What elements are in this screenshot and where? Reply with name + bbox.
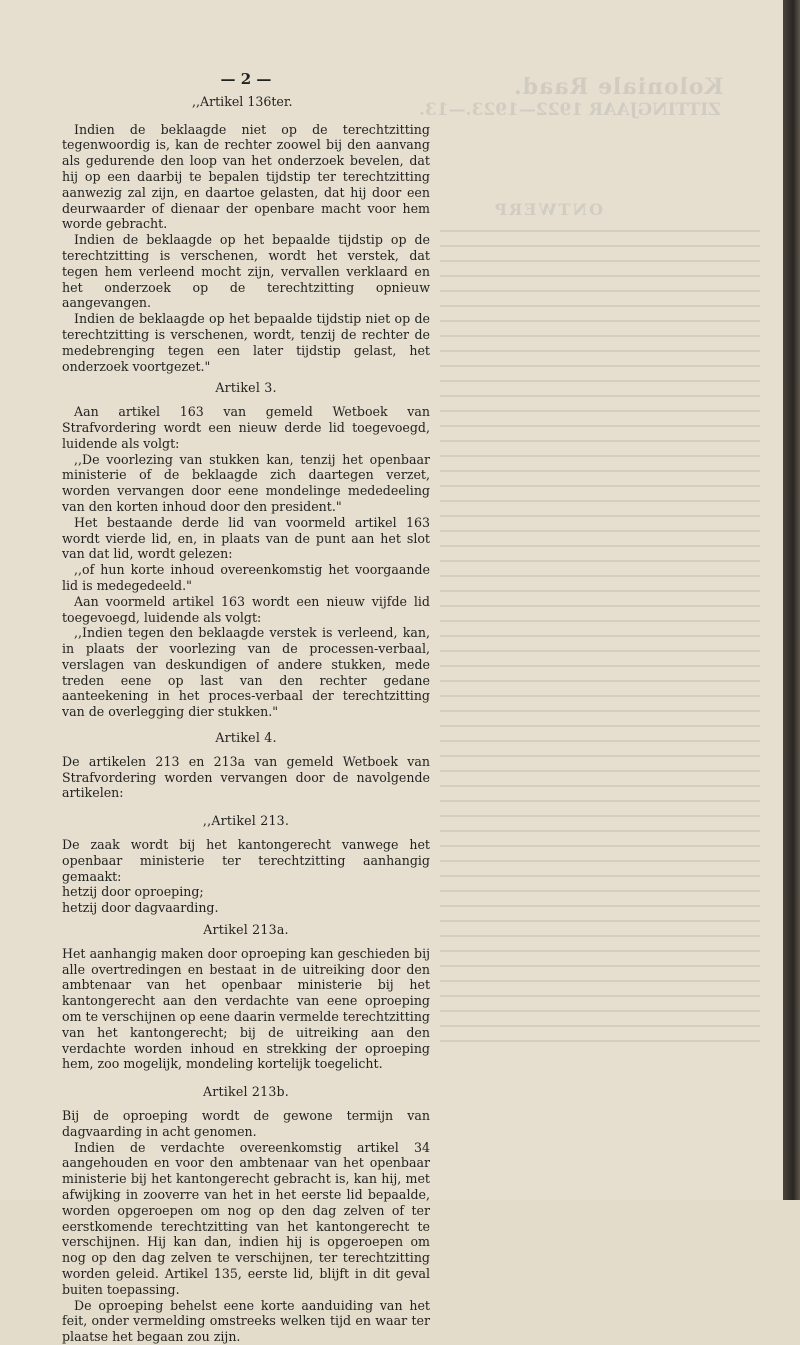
article-3-paragraph-6: ,,Indien tegen den beklaagde verstek is verleend, kan, in plaats der voorlezing van de processen-verbaal, verslagen van deskundigen of andere stukken, mede treden eene op last van den rechter gedane aanteekening in het proces-verbaal der terechtzitting van de overlegging dier stukken." <box>62 625 430 720</box>
article-3-paragraph-5: Aan voormeld artikel 163 wordt een nieuw vijfde lid toegevoegd, luidende als volgt: <box>62 593 430 625</box>
page-text-column <box>62 72 430 1345</box>
article-213b-heading: Artikel 213b. <box>202 1084 290 1100</box>
reverse-side-title: Koloniale Raad. <box>512 74 723 100</box>
article-213-list-item-1: hetzij door oproeping; <box>62 884 204 900</box>
book-spine-edge <box>783 0 800 1200</box>
reverse-side-heading: ONTWERP <box>493 200 603 219</box>
article-3-paragraph-2: ,,De voorlezing van stukken kan, tenzij het openbaar ministerie of de beklaagde zich daartegen verzet, worden vervangen door eene mondelinge mededeeling van den korten inhoud door den president." <box>62 451 430 514</box>
article-213a-paragraph-1: Het aanhangig maken door oproeping kan geschieden bij alle overtredingen en bestaat in de uitreiking door den ambtenaar van het openbaar ministerie bij het kantongerecht aan den verdachte van eene oproeping om te verschijnen op eene daarin vermelde terechtzitting van het kantongerecht; bij de uitreiking aan den verdachte worden inhoud en strekking der oproeping hem, zoo mogelijk, mondeling kortelijk toegelicht. <box>62 945 430 1072</box>
article-136ter-paragraph-3: Indien de beklaagde op het bepaalde tijdstip niet op de terechtzitting is verschenen, wordt, tenzij de rechter de medebrenging tegen een later tijdstip gelast, het onderzoek voortgezet." <box>62 311 430 374</box>
article-136ter-paragraph-1: Indien de beklaagde niet op de terechtzitting tegenwoordig is, kan de rechter zoowel bij den aanvang als gedurende den loop van het onderzoek bevelen, dat hij op een daarbij te bepalen tijdstip ter terechtzitting aanwezig zal zijn, en daartoe gelasten, dat hij door een deurwaarder of dienaar der openbare macht voor hem worde gebracht. <box>62 121 430 232</box>
article-213b-paragraph-3: De oproeping behelst eene korte aanduiding van het feit, onder vermelding omstreeks welken tijd en waar ter plaatse het begaan zou zijn. <box>62 1297 430 1345</box>
article-4-heading: Artikel 4. <box>215 730 277 746</box>
article-3-paragraph-4: ,,of hun korte inhoud overeenkomstig het voorgaande lid is medegedeeld." <box>62 562 430 593</box>
article-213b-paragraph-2: Indien de verdachte overeenkomstig artikel 34 aangehouden en voor den ambtenaar van het openbaar ministerie bij het kantongerecht gebracht is, kan hij, met afwijking in zooverre van het in het eerste lid bepaalde, worden opgeroepen om nog op den dag zelven of ter eerstkomende terechtzitting van het kantongerecht te verschijnen. Hij kan dan, indien hij is opgeroepen om nog op den dag zelven te verschijnen, ter terechtzitting worden geleid. Artikel 135, eerste lid, blijft in dit geval buiten toepassing. <box>62 1139 430 1297</box>
article-213-list-item-2: hetzij door dagvaarding. <box>62 900 219 916</box>
article-136ter-heading: ,,Artikel 136ter. <box>192 93 293 109</box>
page-number: — 2 — <box>220 70 272 88</box>
article-3-heading: Artikel 3. <box>215 380 277 396</box>
reverse-side-subtitle: ZITTINGJAAR 1922—1923.—13. <box>419 100 721 120</box>
article-136ter-paragraph-2: Indien de beklaagde op het bepaalde tijdstip op de terechtzitting is verschenen, wordt het verstek, dat tegen hem verleend mocht zijn, vervallen verklaard en het onderzoek op de terechtzitting opnieuw aangevangen. <box>62 232 430 311</box>
reverse-side-text-shadow <box>440 230 760 1055</box>
article-213-paragraph-1: De zaak wordt bij het kantongerecht vanwege het openbaar ministerie ter terechtzitting aanhangig gemaakt: <box>62 837 430 884</box>
article-213b-paragraph-1: Bij de oproeping wordt de gewone termijn van dagvaarding in acht genomen. <box>62 1108 430 1139</box>
article-213a-heading: Artikel 213a. <box>203 922 289 938</box>
article-4-paragraph-1: De artikelen 213 en 213a van gemeld Wetboek van Strafvordering worden vervangen door de navolgende artikelen: <box>62 753 430 801</box>
article-3-paragraph-3: Het bestaande derde lid van voormeld artikel 163 wordt vierde lid, en, in plaats van de punt aan het slot van dat lid, wordt gelezen: <box>62 514 430 562</box>
article-3-paragraph-1: Aan artikel 163 van gemeld Wetboek van Strafvordering wordt een nieuw derde lid toegevoegd, luidende als volgt: <box>62 404 430 451</box>
article-213-heading: ,,Artikel 213. <box>202 813 290 829</box>
